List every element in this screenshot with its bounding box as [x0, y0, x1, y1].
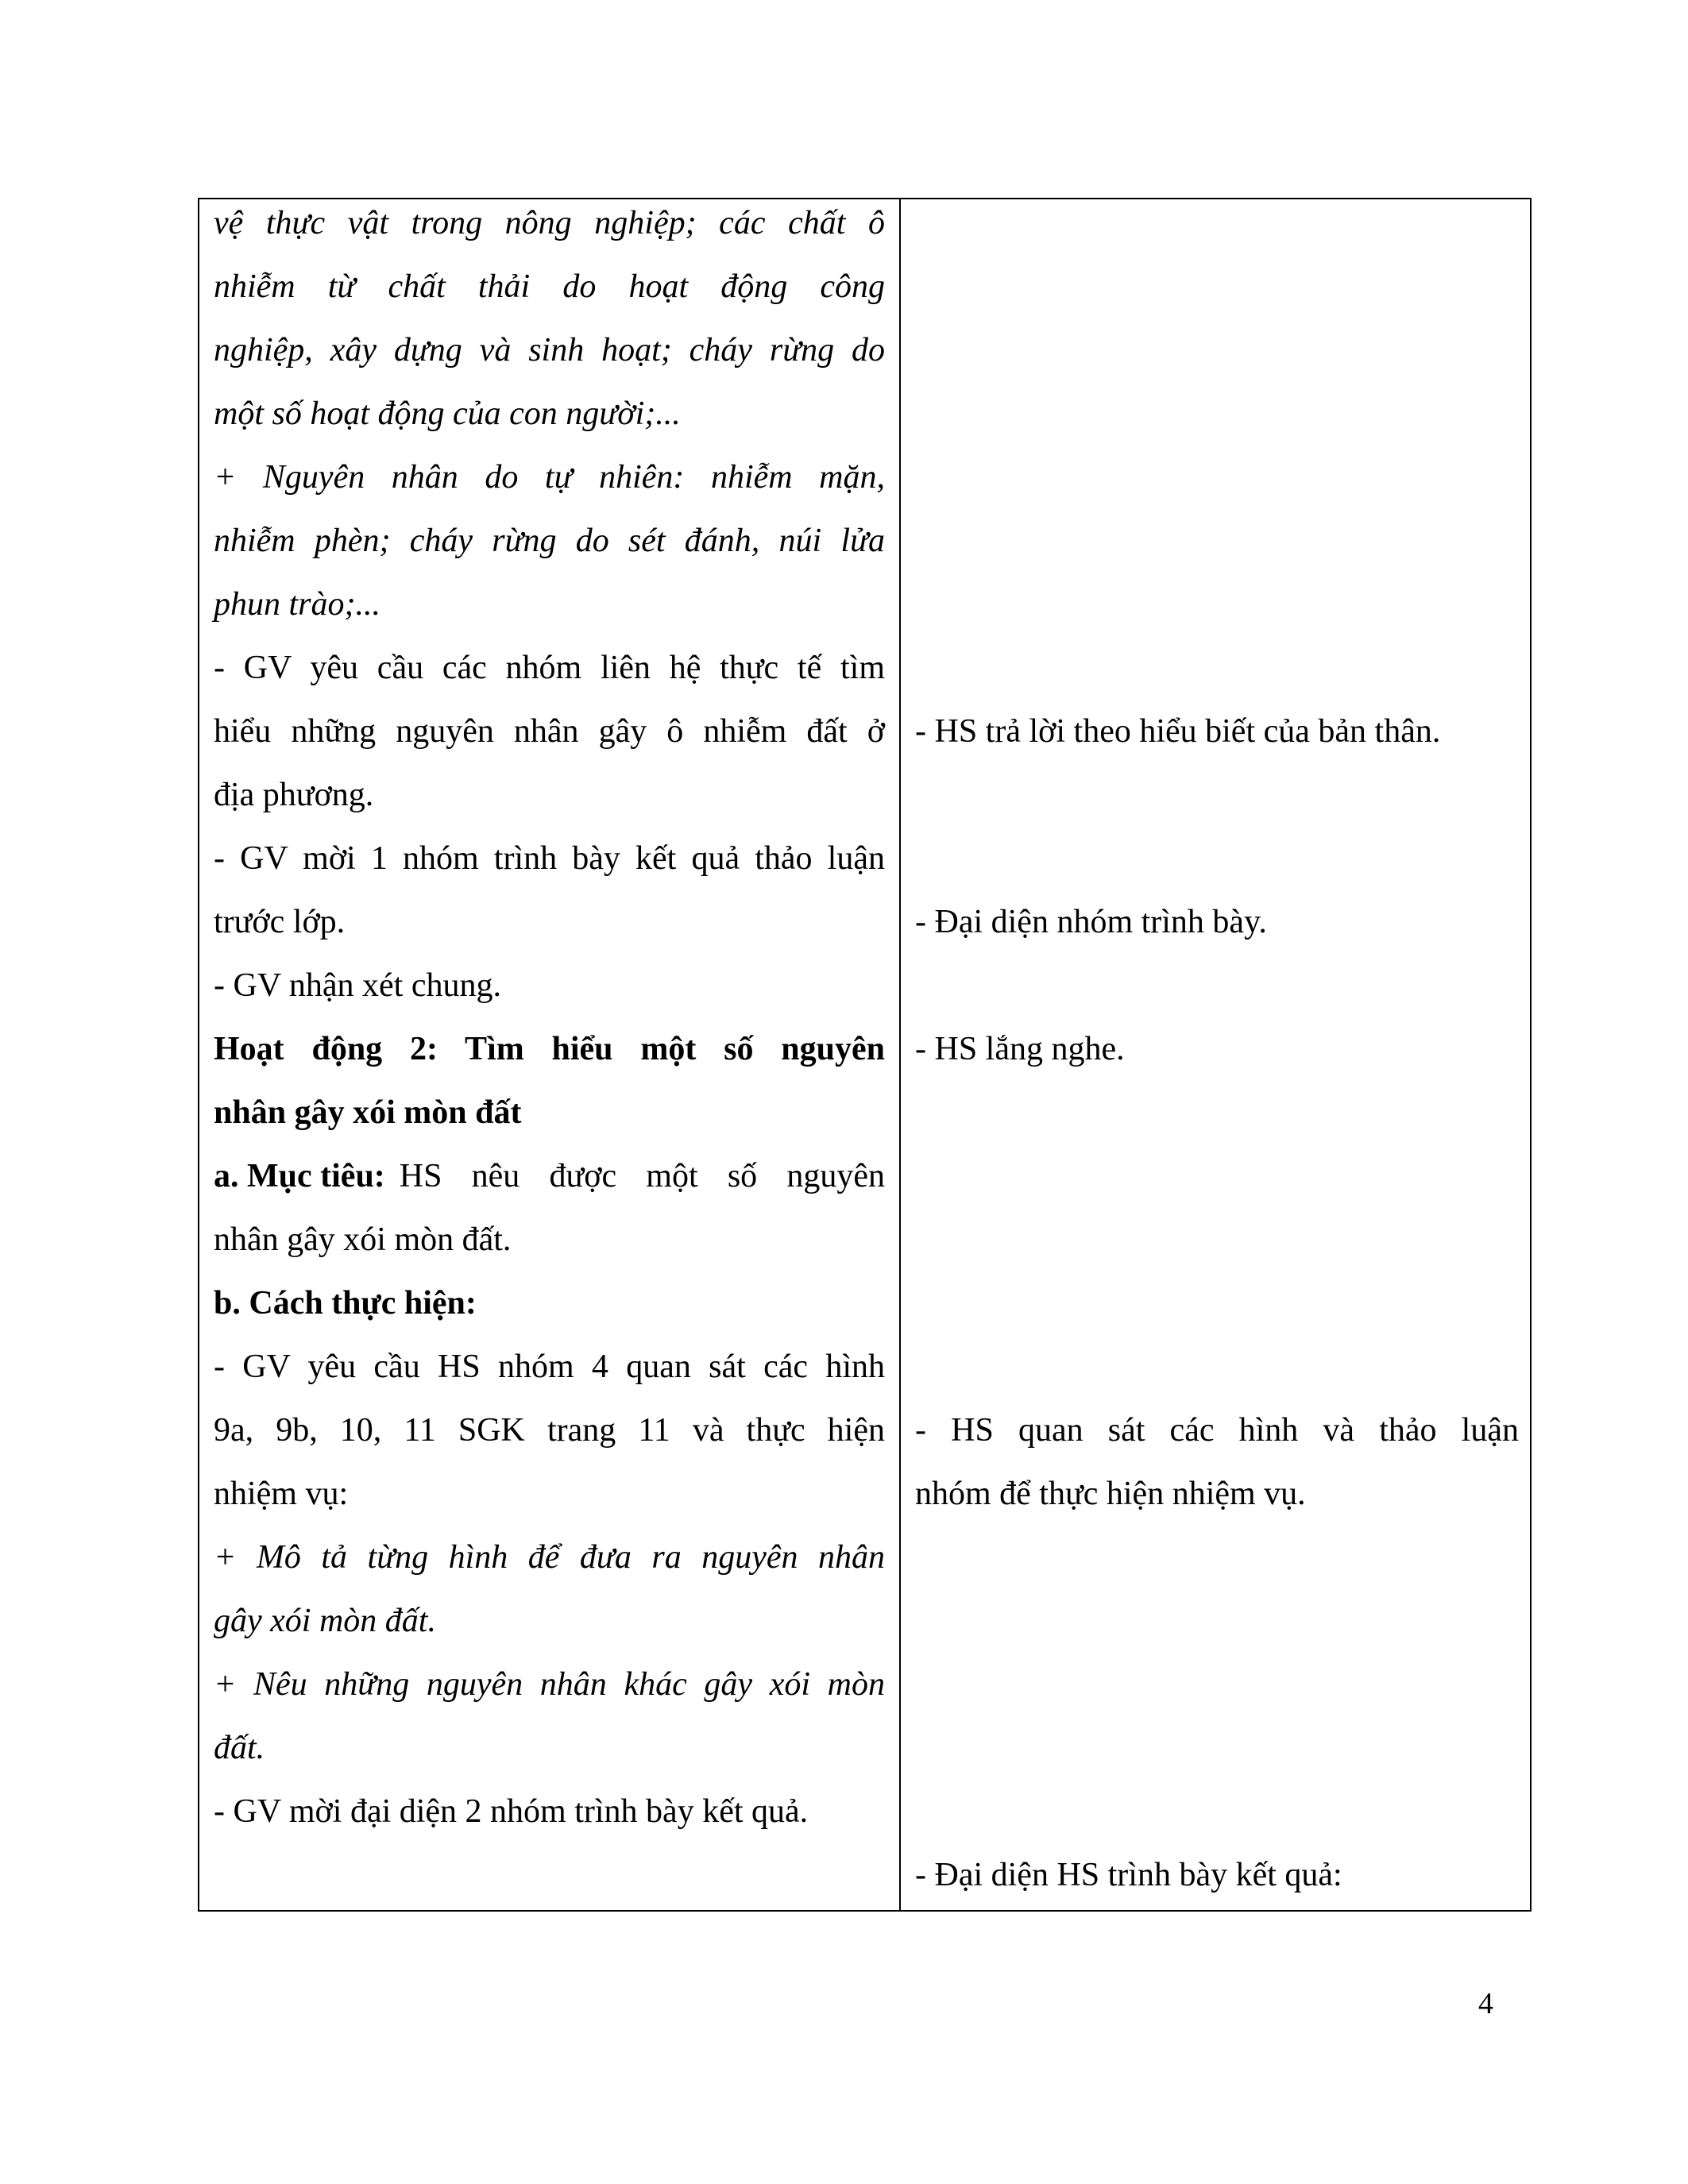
objective-prefix: a.	[214, 1158, 239, 1194]
text-line: nhân gây xói mòn đất.	[214, 1221, 512, 1258]
text-line: nhiễm phèn; cháy rừng do sét đánh, núi lửa	[214, 523, 885, 559]
text-line: nhiễm từ chất thải do hoạt động công	[214, 268, 885, 305]
text-line: phun trào;...	[214, 586, 380, 623]
text-line: - GV yêu cầu các nhóm liên hệ thực tế tìm	[214, 650, 885, 686]
text-line: nhiệm vụ:	[214, 1476, 349, 1512]
text-line: - GV mời đại diện 2 nhóm trình bày kết quả.	[214, 1793, 809, 1830]
objective-line	[214, 1152, 885, 1200]
text-line: 9a, 9b, 10, 11 SGK trang 11 và thực hiện	[214, 1412, 885, 1449]
text-line: hiểu những nguyên nhân gây ô nhiễm đất ở	[214, 713, 885, 750]
text-line: - HS lắng nghe.	[915, 1031, 1125, 1067]
text-line: vệ thực vật trong nông nghiệp; các chất ô	[214, 205, 885, 241]
text-line: nhóm để thực hiện nhiệm vụ.	[915, 1476, 1306, 1512]
text-line: địa phương.	[214, 777, 374, 813]
text-line: một số hoạt động của con người;...	[214, 396, 681, 432]
column-divider	[899, 199, 901, 1910]
activity-heading: nhân gây xói mòn đất	[214, 1094, 522, 1131]
text-line: + Mô tả từng hình để đưa ra nguyên nhân	[214, 1539, 885, 1576]
text-line: gây xói mòn đất.	[214, 1603, 436, 1639]
method-heading: b. Cách thực hiện:	[214, 1285, 477, 1322]
text-line: đất.	[214, 1730, 265, 1766]
text-line: - Đại diện HS trình bày kết quả:	[915, 1857, 1342, 1893]
text-line: - GV mời 1 nhóm trình bày kết quả thảo luận	[214, 840, 885, 877]
page-number: 4	[1478, 1987, 1493, 2020]
lesson-table	[198, 198, 1532, 1912]
text-line: trước lớp.	[214, 904, 346, 940]
text-line: nghiệp, xây dựng và sinh hoạt; cháy rừng do	[214, 332, 885, 369]
objective-text: HS nêu được một số nguyên	[399, 1158, 885, 1194]
text-line: + Nêu những nguyên nhân khác gây xói mòn	[214, 1666, 885, 1703]
text-line: - HS trả lời theo hiểu biết của bản thân.	[915, 713, 1441, 750]
activity-heading: Hoạt động 2: Tìm hiểu một số nguyên	[214, 1031, 885, 1067]
text-line: + Nguyên nhân do tự nhiên: nhiễm mặn,	[214, 459, 885, 496]
objective-label: Mục tiêu:	[247, 1158, 385, 1194]
text-line: - GV yêu cầu HS nhóm 4 quan sát các hình	[214, 1349, 885, 1385]
text-line: - GV nhận xét chung.	[214, 967, 501, 1004]
text-line: - HS quan sát các hình và thảo luận	[915, 1412, 1519, 1449]
text-line: - Đại diện nhóm trình bày.	[915, 904, 1267, 940]
